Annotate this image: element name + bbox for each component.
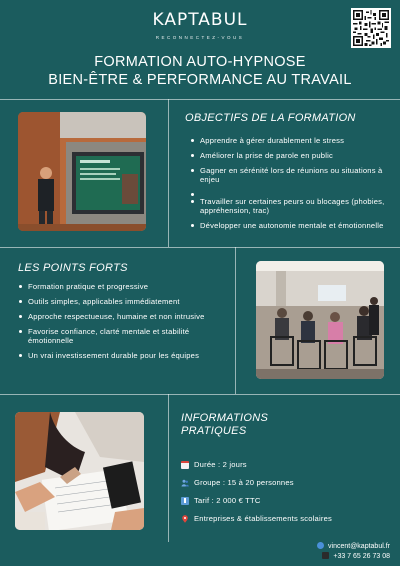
title-line-1: FORMATION AUTO-HYPNOSE — [94, 54, 306, 70]
info-list — [181, 460, 391, 523]
title-line-2: BIEN-ÊTRE & PERFORMANCE AU TRAVAIL — [48, 72, 352, 88]
divider — [235, 247, 236, 394]
info-heading — [181, 412, 391, 438]
list-item: Travailler sur certaines peurs ou blocages (phobies, appréhension, trac) — [190, 197, 390, 215]
divider — [168, 99, 169, 247]
brand-tagline: RECONNECTEZ-VOUS — [155, 35, 245, 40]
contact-email-row[interactable] — [230, 542, 390, 552]
contact-phone[interactable]: +33 7 65 26 73 08 — [333, 553, 390, 560]
info-row-duration — [181, 460, 391, 469]
list-item: Gagner en sérénité lors de réunions ou situations à enjeu — [190, 166, 390, 184]
info-heading-line-1: INFORMATIONS — [181, 412, 269, 424]
qr-code-icon[interactable] — [351, 8, 391, 48]
info-row-price — [181, 496, 391, 505]
info-price-text: Tarif : 2 000 € TTC — [194, 496, 261, 505]
page-title — [0, 53, 400, 89]
objectives-heading: OBJECTIFS DE LA FORMATION — [185, 112, 356, 124]
list-item: Outils simples, applicables immédiatement — [18, 297, 223, 306]
divider — [0, 247, 400, 248]
photo-writing — [15, 412, 144, 530]
info-audience-text: Entreprises & établissements scolaires — [194, 514, 333, 523]
location-pin-icon — [181, 515, 189, 523]
objectives-section — [185, 112, 390, 236]
globe-icon — [317, 542, 324, 549]
contact-phone-row[interactable] — [230, 552, 390, 562]
info-row-group — [181, 478, 391, 487]
info-group-text: Groupe : 15 à 20 personnes — [194, 478, 294, 487]
price-tag-icon — [181, 497, 189, 505]
list-item: Formation pratique et progressive — [18, 282, 223, 291]
phone-icon — [322, 552, 329, 559]
calendar-icon — [181, 461, 189, 469]
photo-audience — [256, 261, 384, 379]
list-item: Favorise confiance, clarté mentale et stabilité émotionnelle — [18, 327, 223, 345]
divider — [168, 394, 169, 542]
strengths-heading: LES POINTS FORTS — [18, 262, 128, 274]
divider — [0, 394, 400, 395]
list-item: Améliorer la prise de parole en public — [190, 151, 390, 160]
strengths-list — [18, 282, 223, 360]
divider — [0, 99, 400, 100]
list-item — [190, 190, 390, 193]
list-item: Un vrai investissement durable pour les équipes — [18, 351, 223, 360]
contact-block — [230, 542, 390, 562]
info-duration-text: Durée : 2 jours — [194, 460, 247, 469]
info-section — [181, 412, 391, 532]
list-item: Approche respectueuse, humaine et non intrusive — [18, 312, 223, 321]
list-item: Développer une autonomie mentale et émotionnelle — [190, 221, 390, 230]
group-icon — [181, 479, 189, 487]
list-item: Apprendre à gérer durablement le stress — [190, 136, 390, 145]
photo-presenter — [18, 112, 146, 231]
brand-logo: KAPTABUL — [152, 10, 248, 30]
info-heading-line-2: PRATIQUES — [181, 425, 247, 437]
strengths-section — [18, 262, 223, 366]
brand-header — [0, 10, 400, 40]
objectives-list — [185, 136, 390, 230]
info-row-audience — [181, 514, 391, 523]
contact-email[interactable]: vincent@kaptabul.fr — [328, 543, 390, 550]
